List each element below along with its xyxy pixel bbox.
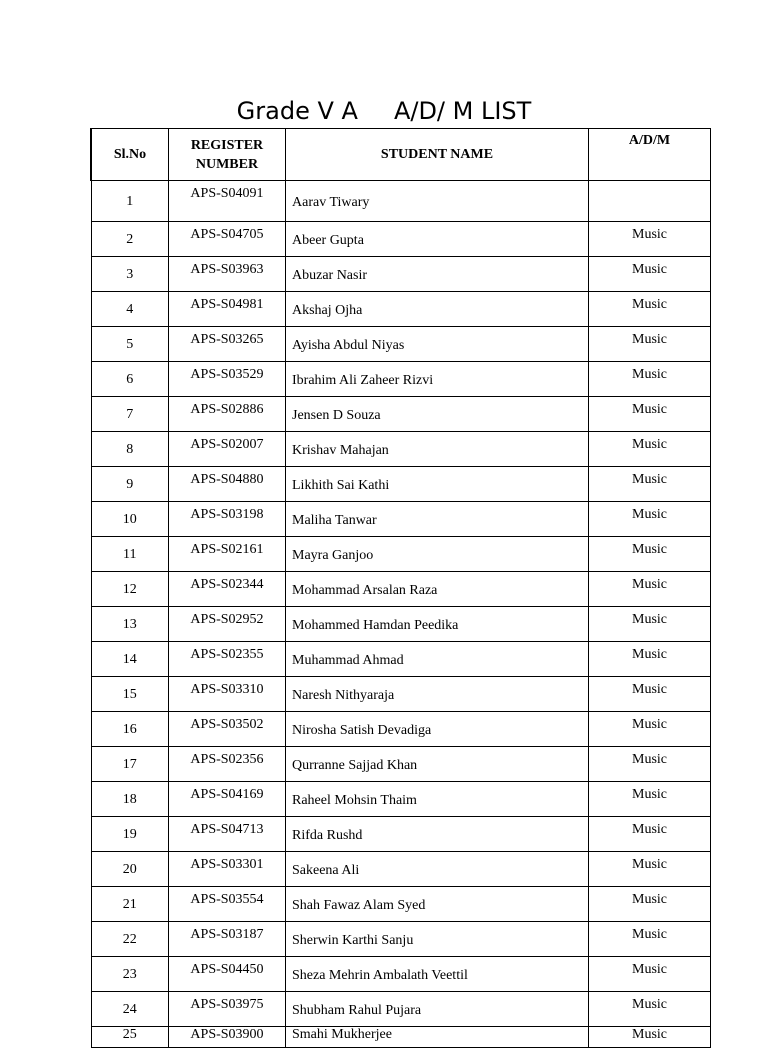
table-row xyxy=(91,852,711,887)
sl-no-cell: 15 xyxy=(91,677,169,712)
register-number-cell: APS-S04880 xyxy=(169,467,286,502)
header-register-number xyxy=(169,129,286,181)
student-name-cell: Shubham Rahul Pujara xyxy=(286,992,589,1027)
adm-cell xyxy=(589,181,711,222)
register-number-cell: APS-S04981 xyxy=(169,292,286,327)
table-row xyxy=(91,222,711,257)
adm-cell: Music xyxy=(589,467,711,502)
adm-cell: Music xyxy=(589,607,711,642)
sl-no-cell: 22 xyxy=(91,922,169,957)
register-number-cell: APS-S04705 xyxy=(169,222,286,257)
table-row xyxy=(91,712,711,747)
register-number-cell: APS-S04713 xyxy=(169,817,286,852)
student-name-cell: Muhammad Ahmad xyxy=(286,642,589,677)
student-name-cell: Aarav Tiwary xyxy=(286,181,589,222)
student-name-cell: Akshaj Ojha xyxy=(286,292,589,327)
sl-no-cell: 16 xyxy=(91,712,169,747)
sl-no-cell: 14 xyxy=(91,642,169,677)
adm-cell: Music xyxy=(589,747,711,782)
adm-cell: Music xyxy=(589,1027,711,1048)
table-row xyxy=(91,992,711,1027)
student-table xyxy=(90,128,711,1048)
adm-cell: Music xyxy=(589,817,711,852)
student-name-cell: Ibrahim Ali Zaheer Rizvi xyxy=(286,362,589,397)
table-row xyxy=(91,327,711,362)
sl-no-cell: 18 xyxy=(91,782,169,817)
student-name-cell: Jensen D Souza xyxy=(286,397,589,432)
register-number-cell: APS-S03198 xyxy=(169,502,286,537)
student-name-cell: Mohammed Hamdan Peedika xyxy=(286,607,589,642)
table-row xyxy=(91,397,711,432)
adm-cell: Music xyxy=(589,677,711,712)
student-name-cell: Ayisha Abdul Niyas xyxy=(286,327,589,362)
register-number-cell: APS-S03187 xyxy=(169,922,286,957)
sl-no-cell: 3 xyxy=(91,257,169,292)
table-header-row xyxy=(91,129,711,181)
table-row xyxy=(91,642,711,677)
register-number-cell: APS-S03554 xyxy=(169,887,286,922)
sl-no-cell: 20 xyxy=(91,852,169,887)
sl-no-cell: 2 xyxy=(91,222,169,257)
sl-no-cell: 12 xyxy=(91,572,169,607)
sl-no-cell: 4 xyxy=(91,292,169,327)
student-name-cell: Mohammad Arsalan Raza xyxy=(286,572,589,607)
student-name-cell: Abuzar Nasir xyxy=(286,257,589,292)
register-number-cell: APS-S03502 xyxy=(169,712,286,747)
register-number-cell: APS-S03900 xyxy=(169,1027,286,1048)
student-name-cell: Sheza Mehrin Ambalath Veettil xyxy=(286,957,589,992)
register-number-cell: APS-S02161 xyxy=(169,537,286,572)
register-number-cell: APS-S04169 xyxy=(169,782,286,817)
adm-cell: Music xyxy=(589,642,711,677)
sl-no-cell: 6 xyxy=(91,362,169,397)
sl-no-cell: 17 xyxy=(91,747,169,782)
adm-cell: Music xyxy=(589,852,711,887)
sl-no-cell: 7 xyxy=(91,397,169,432)
adm-cell: Music xyxy=(589,222,711,257)
register-number-cell: APS-S02952 xyxy=(169,607,286,642)
student-name-cell: Qurranne Sajjad Khan xyxy=(286,747,589,782)
sl-no-cell: 21 xyxy=(91,887,169,922)
sl-no-cell: 5 xyxy=(91,327,169,362)
header-student-name: STUDENT NAME xyxy=(286,129,589,181)
student-name-cell: Smahi Mukherjee xyxy=(286,1027,589,1048)
sl-no-cell: 11 xyxy=(91,537,169,572)
header-register-line2: NUMBER xyxy=(195,156,259,172)
adm-cell: Music xyxy=(589,327,711,362)
register-number-cell: APS-S03310 xyxy=(169,677,286,712)
adm-cell: Music xyxy=(589,257,711,292)
student-name-cell: Likhith Sai Kathi xyxy=(286,467,589,502)
student-name-cell: Raheel Mohsin Thaim xyxy=(286,782,589,817)
student-name-cell: Maliha Tanwar xyxy=(286,502,589,537)
table-row xyxy=(91,1027,711,1048)
register-number-cell: APS-S04091 xyxy=(169,181,286,222)
adm-cell: Music xyxy=(589,922,711,957)
table-row xyxy=(91,677,711,712)
register-number-cell: APS-S03975 xyxy=(169,992,286,1027)
register-number-cell: APS-S03529 xyxy=(169,362,286,397)
sl-no-cell: 23 xyxy=(91,957,169,992)
table-row xyxy=(91,502,711,537)
table-row xyxy=(91,747,711,782)
register-number-cell: APS-S03301 xyxy=(169,852,286,887)
header-adm: A/D/M xyxy=(589,129,711,181)
table-row xyxy=(91,817,711,852)
student-name-cell: Naresh Nithyaraja xyxy=(286,677,589,712)
adm-cell: Music xyxy=(589,957,711,992)
title-list: A/D/ M LIST xyxy=(393,97,532,125)
sl-no-cell: 13 xyxy=(91,607,169,642)
student-name-cell: Rifda Rushd xyxy=(286,817,589,852)
table-row xyxy=(91,922,711,957)
adm-cell: Music xyxy=(589,432,711,467)
student-name-cell: Krishav Mahajan xyxy=(286,432,589,467)
table-body xyxy=(91,181,711,1048)
table-row xyxy=(91,887,711,922)
table-row xyxy=(91,292,711,327)
adm-cell: Music xyxy=(589,292,711,327)
register-number-cell: APS-S02356 xyxy=(169,747,286,782)
student-name-cell: Sakeena Ali xyxy=(286,852,589,887)
header-register-line1: REGISTER xyxy=(190,137,264,153)
register-number-cell: APS-S02355 xyxy=(169,642,286,677)
sl-no-cell: 9 xyxy=(91,467,169,502)
register-number-cell: APS-S02007 xyxy=(169,432,286,467)
header-sl-no: Sl.No xyxy=(91,129,169,181)
adm-cell: Music xyxy=(589,537,711,572)
register-number-cell: APS-S03963 xyxy=(169,257,286,292)
student-name-cell: Abeer Gupta xyxy=(286,222,589,257)
table-row xyxy=(91,362,711,397)
sl-no-cell: 19 xyxy=(91,817,169,852)
table-row xyxy=(91,782,711,817)
student-name-cell: Mayra Ganjoo xyxy=(286,537,589,572)
adm-cell: Music xyxy=(589,992,711,1027)
adm-cell: Music xyxy=(589,362,711,397)
adm-cell: Music xyxy=(589,397,711,432)
adm-cell: Music xyxy=(589,572,711,607)
table-row xyxy=(91,432,711,467)
sl-no-cell: 24 xyxy=(91,992,169,1027)
adm-cell: Music xyxy=(589,712,711,747)
sl-no-cell: 8 xyxy=(91,432,169,467)
table-row xyxy=(91,257,711,292)
table-row xyxy=(91,181,711,222)
table-row xyxy=(91,537,711,572)
sl-no-cell: 1 xyxy=(91,181,169,222)
sl-no-cell: 25 xyxy=(91,1027,169,1048)
sl-no-cell: 10 xyxy=(91,502,169,537)
register-number-cell: APS-S04450 xyxy=(169,957,286,992)
register-number-cell: APS-S02886 xyxy=(169,397,286,432)
table-row xyxy=(91,467,711,502)
adm-cell: Music xyxy=(589,887,711,922)
student-name-cell: Nirosha Satish Devadiga xyxy=(286,712,589,747)
student-name-cell: Sherwin Karthi Sanju xyxy=(286,922,589,957)
adm-cell: Music xyxy=(589,502,711,537)
title-grade: Grade V A xyxy=(236,97,358,125)
table-row xyxy=(91,607,711,642)
register-number-cell: APS-S02344 xyxy=(169,572,286,607)
page-title xyxy=(0,94,768,128)
table-row xyxy=(91,957,711,992)
table-row xyxy=(91,572,711,607)
register-number-cell: APS-S03265 xyxy=(169,327,286,362)
adm-cell: Music xyxy=(589,782,711,817)
student-name-cell: Shah Fawaz Alam Syed xyxy=(286,887,589,922)
